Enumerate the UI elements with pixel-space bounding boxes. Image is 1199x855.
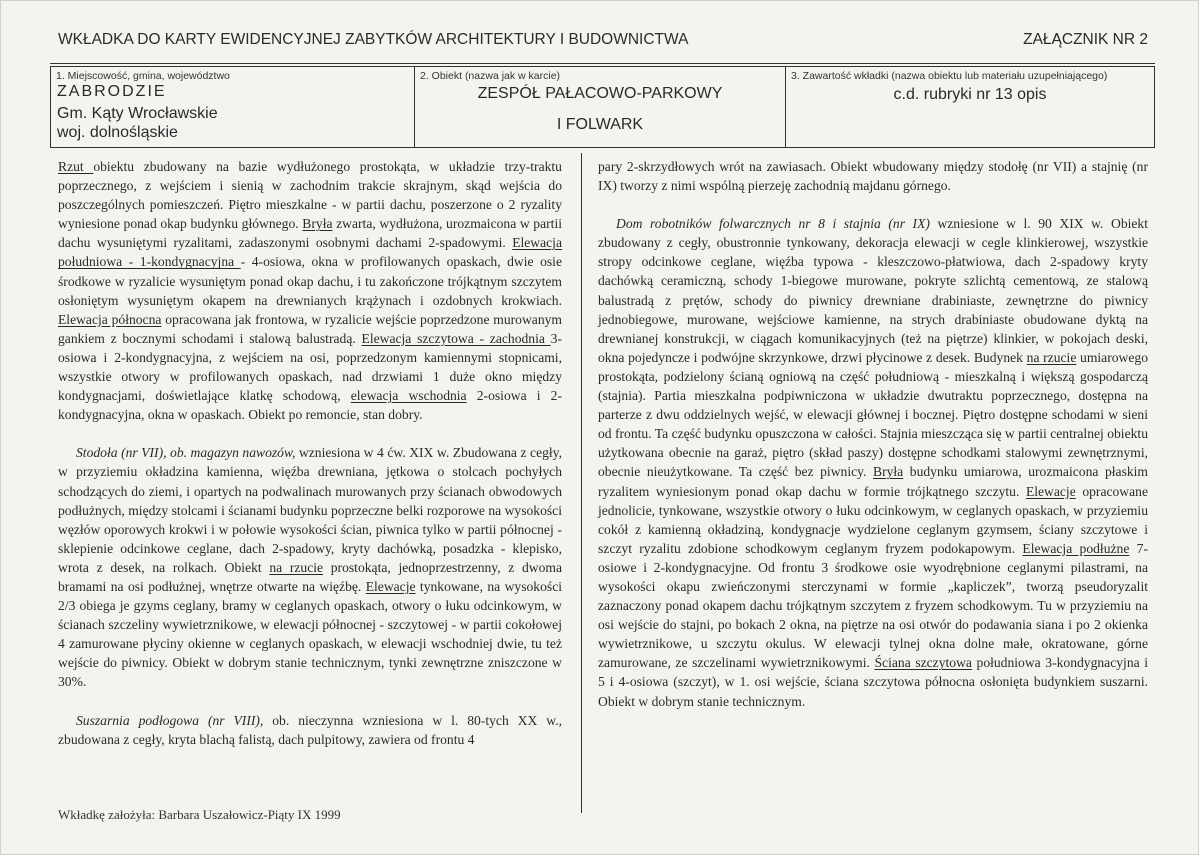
text: 2-osiowa i 2-kondygnacyjna, okna w opaskach. Obiekt po remoncie, stan dobry.: [58, 388, 563, 423]
header-rule: [50, 63, 1155, 64]
term-elewacja-wschodnia: elewacja wschodnia: [350, 388, 467, 404]
location-label: 1. Miejscowość, gmina, województwo: [56, 70, 230, 82]
commune: Gm. Kąty Wrocławskie: [57, 105, 218, 122]
object-name-line1: ZESPÓŁ PAŁACOWO-PARKOWY: [477, 85, 723, 102]
text: wzniesione w l. 90 XIX w. Obiekt zbudowany z cegły, obustronnie tynkowany, dekoracja elewacji w cegle klinkierowej, wszystkie stropy odcinkowe ceglane, więźba typowa - kleszczowo-płatwiowa, dach 2-spadowy kryty dachówką ceramiczną, schody 1-biegowe murowane, pokryte szlichtą cementową, ze stalową balustradą z prętów, schody do piwnicy drewniane drabiniaste, zewnętrzne do piwnicy jednobiegowe, murowane, wejściowe kamienne, na strych drabiniaste obudowane dyktą na drewnianej konstrukcji, w ciągach komunikacyjnych (też na piętrze) klinkier, w pokojach deski, okna pojedyncze i podwójne skrzynkowe, drzwi płycinowe z desek. Budynek: [598, 216, 1148, 365]
annex-number: ZAŁĄCZNIK NR 2: [1023, 31, 1148, 48]
text: wzniesiona w 4 ćw. XIX w. Zbudowana z cegły, w przyziemiu okładzina kamienna, więźba drewniana, jętkowa o stolcach pochyłych schodzących do ziemi, i opartych na podwalinach murowanych przy ścianach obwodowych podłużnych, między stolcami i ścianami budynku poprzeczne belki rozporowe na wysokości węzłów oporowych krokwi i w połowie wysokości ścian, piwnica tylko w partii północnej - sklepienie odcinkowe ceglane, dach 2-spadowy, kryty dachówką, posadzka - klepisko, wrota z desek, na rolkach. Obiekt: [58, 445, 562, 575]
term-rzut: Rzut: [58, 159, 94, 174]
text: 7-osiowe i 2-kondygnacyjne. Od frontu 3 środkowe osie wyodrębnione ceglanymi pilastrami, na wysokości okapu zwieńczonymi sterczynami w formie „kapliczek”, tworzą pseudoryzalit zaznaczony ponad okapem dachu trójkątnym szczytem z fryzem schodkowym. Tu w przyziemiu na osi wejście do stajni, po bokach 2 okna, na piętrze na osi otwór do podawania siana i po 2 okienka wywietrznikowe, u szczytu okulus. W elewacji tylnej okna dolne małe, okratowane, górne zamurowane, ze szczelinami wywietrznikowymi.: [598, 540, 1148, 671]
term-elewacja-podluzne: Elewacja podłużne: [1022, 540, 1130, 556]
object-name-line2: I FOLWARK: [556, 116, 644, 133]
text: - 4-osiowa, okna w profilowanych opaskach, dwie osie środkowe w ryzalicie wysuniętym ponad okap dachu, i tu zakończone trójkątnym szczytem osłoniętym wysuniętym okapem na drewnianych krążynach i ozdobnych krokwiach.: [58, 254, 562, 308]
locality: ZABRODZIE: [57, 83, 167, 100]
dryer-title: Suszarnia podłogowa (nr VIII),: [76, 712, 264, 728]
paragraph-barn: [58, 443, 562, 691]
term-bryla: Bryła: [302, 216, 333, 232]
paragraph-palace: [58, 157, 562, 424]
term-elewacja-poludniowa: Elewacja południowa - 1-kondygnacyjna: [58, 235, 562, 270]
info-boxes: [50, 66, 1155, 148]
term-elewacja-polnocna: Elewacja północna: [58, 311, 162, 327]
term-elewacje: Elewacje: [365, 578, 416, 594]
text: umiarowego prostokąta, podzielony ścianą ogniową na część południową - mieszkalną i większą gospodarczą (stajnia). Partia mieszkalna podpiwniczona w układzie dwutraktu poprzecznego, dostępna na parterze z dwu oddzielnych wejść, w elewacji głównej i bocznej. Piętro dostępne schodami w sieni od frontu. Ta część budynku opuszczona w całości. Stajnia mieszcząca się w partii centralnej obiektu użytkowana obecnie na garaż, piętro (skład paszy) dostępne schodkami stalowymi zewnętrznymi, obecnie nieużytkowane. Ta część bez piwnicy.: [598, 349, 1148, 480]
text: obiektu zbudowany na bazie wydłużonego prostokąta, w układzie trzy-traktu poprzecznego, z wejściem i sienią w zachodnim trakcie skrajnym, skąd wejścia do poszczególnych pomieszczeń. Piętro mieszkalne - w partii dachu, poszerzone o 2 ryzality wyniesione ponad okap budynku głównego.: [58, 159, 562, 232]
left-column: [58, 157, 562, 749]
term-na-rzucie: na rzucie: [1026, 349, 1077, 365]
content-box: [786, 67, 1154, 147]
voivodeship: woj. dolnośląskie: [57, 124, 178, 141]
object-box: [415, 67, 786, 147]
text: prostokąta, jednoprzestrzenny, z dwoma bramami na osi podłużnej, wnętrze otwarte na więźbę.: [58, 559, 563, 594]
text: 3-osiowa i 2-kondygnacyjna, z wejściem na osi, poprzedzonym kamiennymi stopnicami, wszystkie otwory w profilowanych opaskach, nad drzwiami 1 duże okno między kondygnacjami, doświetlające klatkę schodową,: [58, 330, 562, 404]
text: opracowane jednolicie, tynkowane, wszystkie otwory o łuku odcinkowym, w ceglanych opaskach, w przyziemiu cokół z kamienną okładziną, kondygnacje wydzielone ceglanym gzymsem, ściany szczytowe i szczyt ryzalitu zdobione schodkowym ceglanym fryzem podokapowym.: [598, 483, 1148, 556]
term-na-rzucie: na rzucie: [269, 559, 324, 575]
paragraph-dryer-cont: pary 2-skrzydłowych wrót na zawiasach. Obiekt wbudowany między stodołę (nr VII) a stajnię (nr IX) tworzy z nimi wspólną pierzeję zachodnią majdanu górnego.: [598, 159, 1148, 194]
text: ob. nieczynna wzniesiona w l. 80-tych XX w., zbudowana z cegły, kryta blachą falistą, dach pulpitowy, zawiera od frontu 4: [58, 712, 562, 747]
barn-title: Stodoła (nr VII), ob. magazyn nawozów,: [76, 445, 296, 461]
term-bryla: Bryła: [873, 464, 904, 480]
location-box: [51, 67, 415, 147]
header: [58, 31, 1148, 49]
term-elewacje: Elewacje: [1025, 483, 1076, 499]
object-label: 2. Obiekt (nazwa jak w karcie): [420, 70, 561, 82]
text: budynku umiarowa, urozmaicona płaskim ryzalitem wyniesionym ponad okap dachu w formie trójkątnego szczytu.: [598, 464, 1149, 499]
text: południowa 3-kondygnacyjna i 5 i 4-osiowa (szczyt), w 1. osi wejście, ściana szczytowa północna osłonięta budynkiem suszarni. Obiekt w dobrym stanie technicznym.: [598, 655, 1149, 709]
right-column: [598, 157, 1148, 711]
footer-author: Wkładkę założyła: Barbara Uszałowicz-Piąty IX 1999: [58, 807, 341, 822]
text: zwarta, wydłużona, urozmaicona w partii dachu wysuniętymi ryzalitami, zadaszonymi osobnymi dachami 2-spadowymi.: [58, 216, 562, 251]
column-divider: [581, 153, 582, 813]
content-label: 3. Zawartość wkładki (nazwa obiektu lub materiału uzupełniającego): [791, 70, 1108, 82]
paragraph-dryer: [58, 711, 562, 749]
term-sciana-szczytowa: Ściana szczytowa: [874, 655, 972, 671]
document-title: WKŁADKA DO KARTY EWIDENCYJNEJ ZABYTKÓW ARCHITEKTURY I BUDOWNICTWA: [58, 31, 689, 48]
text: opracowana jak frontowa, w ryzalicie wejście poprzedzone murowanym gankiem z bocznymi schodami i stalową balustradą.: [58, 311, 562, 346]
content-value: c.d. rubryki nr 13 opis: [893, 86, 1047, 103]
text: tynkowane, na wysokości 2/3 obiega je gzyms ceglany, bramy w ceglanych opaskach, otwory o łuku odcinkowym, w ścianach szczeliny wywietrznikowe, w elewacji północnej - szczytowej - w partii cokołowej 4 zamurowane płyciny okienne w ceglanych opaskach, w elewacji wschodniej dwie, tu też wejście do piwnicy. Obiekt w dobrym stanie technicznym, tynki zewnętrzne zniszczone w 30%.: [58, 578, 563, 690]
workers-house-title: Dom robotników folwarcznych nr 8 i stajnia (nr IX): [616, 216, 930, 232]
paragraph-workers-house: [598, 214, 1148, 710]
term-elewacja-szczytowa: Elewacja szczytowa - zachodnia: [361, 330, 551, 346]
